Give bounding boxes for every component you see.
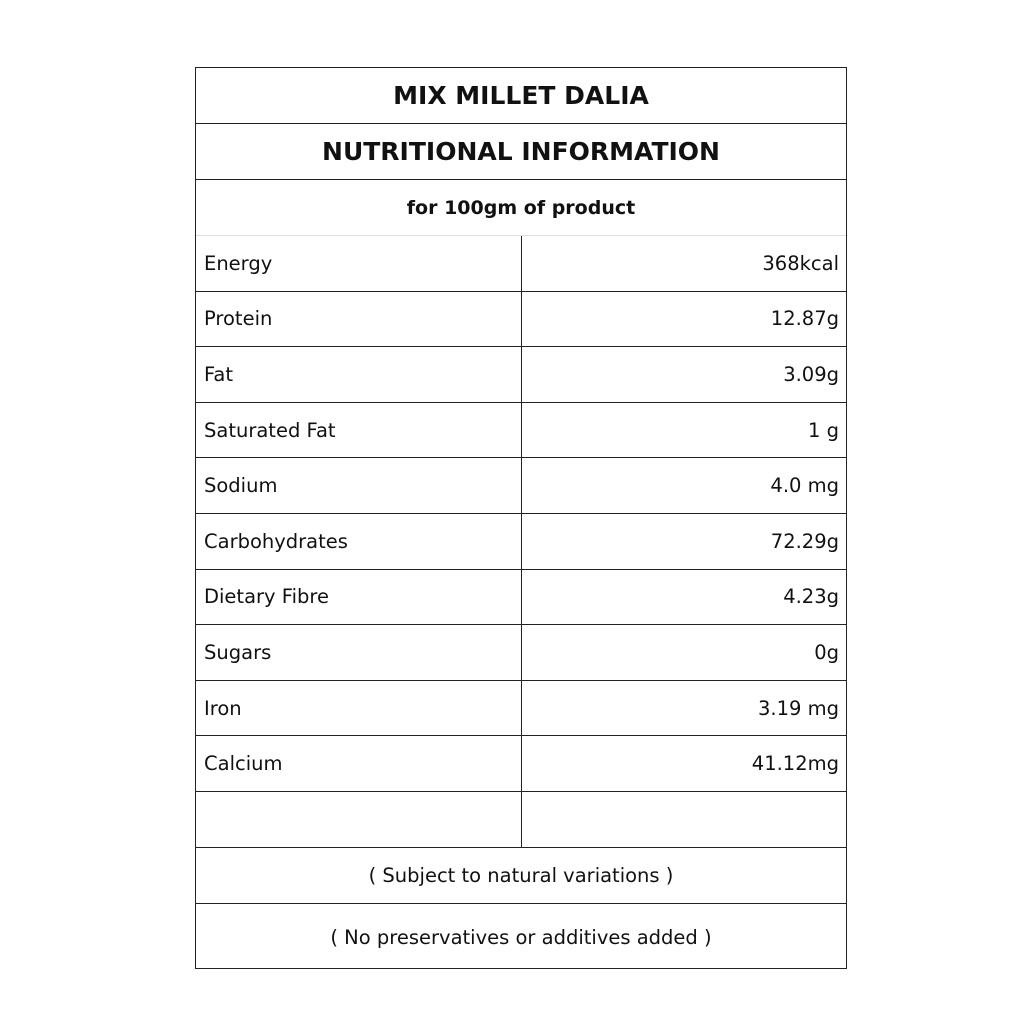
nutrient-value: 3.09g (783, 362, 839, 386)
table-row (196, 403, 846, 459)
nutrient-table (196, 236, 846, 848)
table-row (196, 625, 846, 681)
table-row (196, 570, 846, 626)
preservatives-note: ( No preservatives or additives added ) (330, 925, 712, 949)
nutrient-value: 41.12mg (751, 752, 839, 776)
table-row (196, 458, 846, 514)
table-row (196, 347, 846, 403)
table-row (196, 292, 846, 348)
nutrient-value: 72.29g (770, 529, 839, 553)
section-title: NUTRITIONAL INFORMATION (196, 124, 846, 180)
nutrient-name: Saturated Fat (196, 403, 522, 458)
table-row-empty (196, 792, 846, 848)
nutrient-name: Dietary Fibre (196, 570, 522, 625)
nutrient-value: 4.0 mg (770, 474, 839, 498)
table-row (196, 236, 846, 292)
nutrient-name: Carbohydrates (196, 514, 522, 569)
table-row (196, 681, 846, 737)
nutrient-value: 4.23g (783, 585, 839, 609)
nutrient-name (196, 792, 522, 847)
nutrient-name: Fat (196, 347, 522, 402)
nutrient-name: Protein (196, 292, 522, 347)
nutrient-value: 0g (814, 640, 839, 664)
nutrition-label (195, 67, 847, 969)
nutrient-name: Calcium (196, 736, 522, 791)
table-row (196, 736, 846, 792)
table-row (196, 514, 846, 570)
nutrient-name: Iron (196, 681, 522, 736)
product-name: MIX MILLET DALIA (196, 68, 846, 124)
nutrient-value: 368kcal (762, 251, 839, 275)
nutrient-name: Sodium (196, 458, 522, 513)
nutrient-value: 1 g (808, 418, 839, 442)
nutrient-value: 12.87g (770, 307, 839, 331)
nutrient-value (522, 792, 846, 847)
nutrient-value: 3.19 mg (758, 696, 839, 720)
serving-basis: for 100gm of product (196, 180, 846, 236)
variation-note: ( Subject to natural variations ) (196, 848, 846, 904)
nutrient-name: Sugars (196, 625, 522, 680)
nutrient-name: Energy (196, 236, 522, 291)
